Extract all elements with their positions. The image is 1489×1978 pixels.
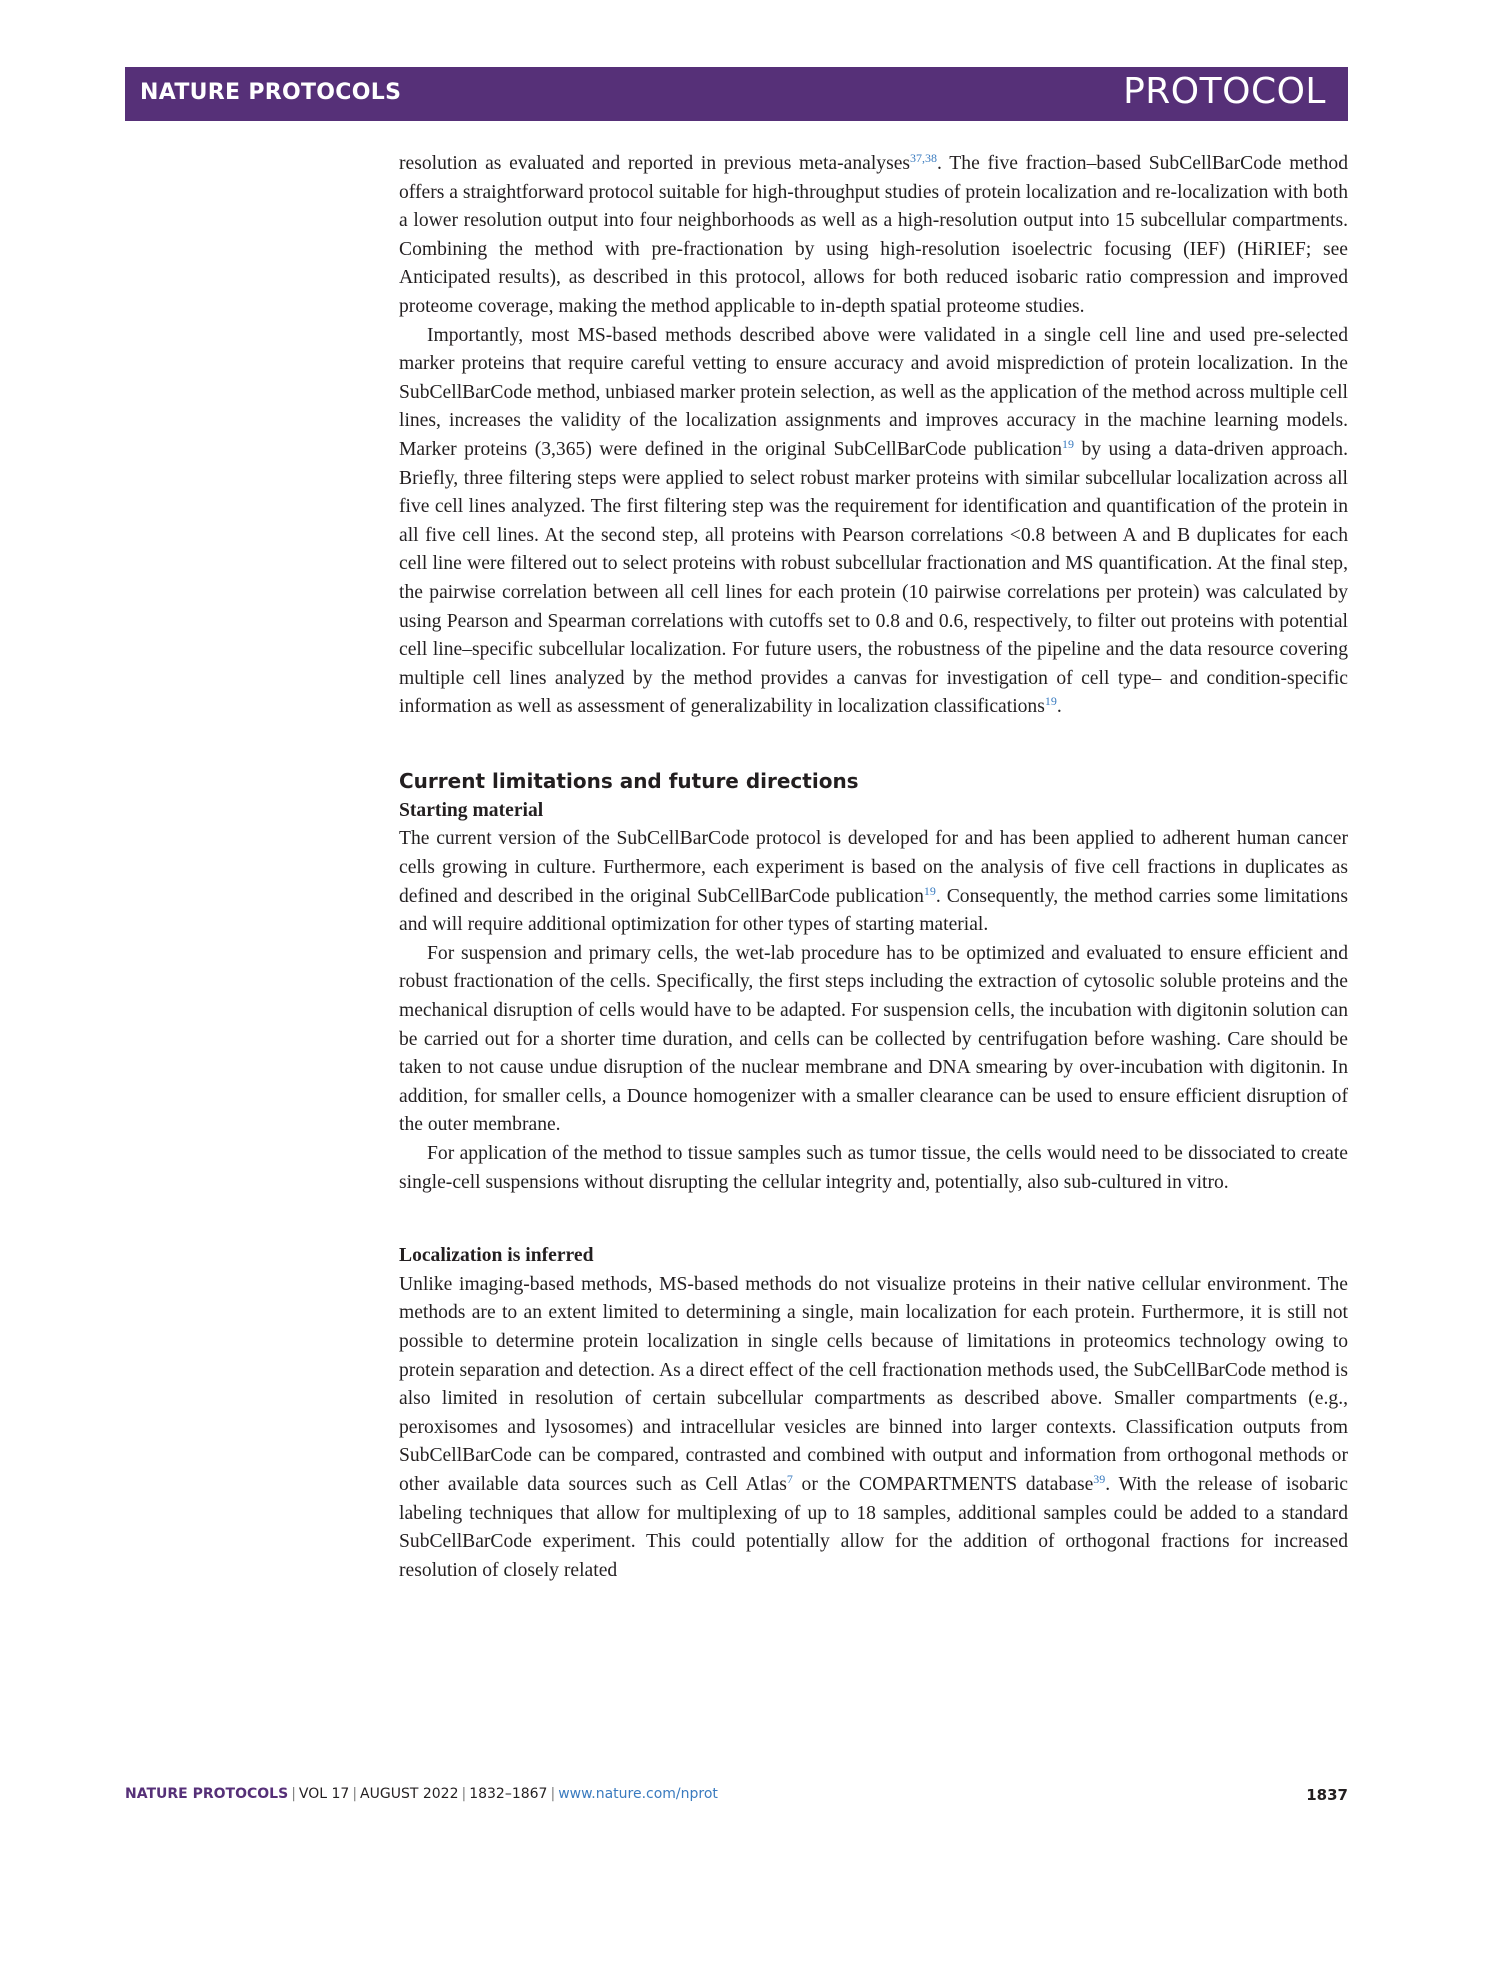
starting-material-paragraph-2: For suspension and primary cells, the wet-lab procedure has to be optimized and evaluated to ensure efficient and robust fractionation of the cells. Specifically, the first steps including the extraction of cytosolic soluble proteins and the mechanical disruption of cells would have to be adapted. For suspension cells, the incubation with digitonin solution can be carried out for a shorter time duration, and cells can be collected by centrifugation before washing. Care should be taken to not cause undue disruption of the nuclear membrane and DNA smearing by over-incubation with digitonin. In addition, for smaller cells, a Dounce homogenizer with a smaller clearance can be used to ensure efficient disruption of the outer membrane. xyxy=(399,942,1348,1136)
journal-name: NATURE PROTOCOLS xyxy=(140,80,402,105)
starting-material-paragraph-1: The current version of the SubCellBarCode protocol is developed for and has been applied to adherent human cancer cells growing in culture. Furthermore, each experiment is based on the analysis of five cell fractions in duplicates as defined and described in the original SubCellBarCode publication$^{19}$. Consequently, the method carries some limitations and will require additional optimization for other types of starting material. xyxy=(399,828,1348,936)
footer-journal: NATURE PROTOCOLS xyxy=(125,1786,289,1802)
citation-link[interactable]: 19 xyxy=(1062,436,1074,451)
footer-volume: VOL 17 xyxy=(298,1786,350,1802)
article-body xyxy=(399,150,1348,1585)
citation-link[interactable]: 19 xyxy=(923,883,936,898)
citation-link[interactable]: 19 xyxy=(1044,694,1057,709)
citation-link[interactable]: 39 xyxy=(1093,1471,1106,1486)
page-footer xyxy=(125,1786,1348,1810)
starting-material-paragraph-3: For application of the method to tissue samples such as tumor tissue, the cells would need to be dissociated to create single-cell suspensions without disrupting the cellular integrity and, potentially, also sub-cultured in vitro. xyxy=(399,1143,1348,1193)
article-type: PROTOCOL xyxy=(1123,71,1326,112)
footer-citation: NATURE PROTOCOLS | VOL 17 | AUGUST 2022 | 1832–1867 | www.nature.com/nprot xyxy=(125,1786,718,1802)
section-heading: Current limitations and future directions xyxy=(399,768,859,793)
citation-link[interactable]: 37,38 xyxy=(910,151,938,165)
intro-paragraph-2: Importantly, most MS-based methods described above were validated in a single cell line and used pre-selected marker proteins that require careful vetting to ensure accuracy and avoid misprediction of protein localization. In the SubCellBarCode method, unbiased marker protein selection, as well as the application of the method across multiple cell lines, increases the validity of the localization assignments and improves accuracy in the machine learning models. Marker proteins (3,365) were defined in the original SubCellBarCode publication$^{19}$ by using a data-driven approach. Briefly, three filtering steps were applied to select robust marker proteins with similar subcellular localization across all five cell lines analyzed. The first filtering step was the requirement for identification and quantification of the protein in all five cell lines. At the second step, all proteins with Pearson correlations <0.8 between A and B duplicates for each cell line were filtered out to select proteins with robust subcellular fractionation and MS quantification. At the final step, the pairwise correlation between all cell lines for each protein (10 pairwise correlations per protein) was calculated by using Pearson and Spearman correlations with cutoffs set to 0.8 and 0.6, respectively, to filter out proteins with potential cell line–specific subcellular localization. For future users, the robustness of the pipeline and the data resource covering multiple cell lines analyzed by the method provides a canvas for investigation of cell type– and condition-specific information as well as assessment of generalizability in localization classifications$^{19}$. xyxy=(399,324,1348,718)
footer-date: AUGUST 2022 xyxy=(360,1786,459,1802)
journal-header-bar xyxy=(125,67,1348,121)
page-number: 1837 xyxy=(1306,1786,1348,1804)
footer-url-link[interactable]: www.nature.com/nprot xyxy=(558,1786,718,1802)
subsection-heading-starting-material: Starting material xyxy=(399,799,544,821)
citation-link[interactable]: 7 xyxy=(786,1471,793,1486)
localization-paragraph: Unlike imaging-based methods, MS-based methods do not visualize proteins in their native cellular environment. The methods are to an extent limited to determining a single, main localization for each protein. Furthermore, it is still not possible to determine protein localization in single cells because of limitations in proteomics technology owing to protein separation and detection. As a direct effect of the cell fractionation methods used, the SubCellBarCode method is also limited in resolution of certain subcellular compartments as described above. Smaller compartments (e.g., peroxisomes and lysosomes) and intracellular vesicles are binned into larger contexts. Classification outputs from SubCellBarCode can be compared, contrasted and combined with output and information from orthogonal methods or other available data sources such as Cell Atlas$^7$ or the COMPARTMENTS database$^{39}$. With the release of isobaric labeling techniques that allow for multiplexing of up to 18 samples, additional samples could be added to a standard SubCellBarCode experiment. This could potentially allow for the addition of orthogonal fractions for increased resolution of closely related xyxy=(399,1273,1349,1581)
intro-paragraph-1: resolution as evaluated and reported in previous meta-analyses$^{37,38}$. The five fraction–based SubCellBarCode method offers a straightforward protocol suitable for high-throughput studies of protein localization and re-localization with both a lower resolution output into four neighborhoods as well as a high-resolution output into 15 subcellular compartments. Combining the method with pre-fractionation by using high-resolution isoelectric focusing (IEF) (HiRIEF; see Anticipated results), as described in this protocol, allows for both reduced isobaric ratio compression and improved proteome coverage, making the method applicable to in-depth spatial proteome studies. xyxy=(399,151,1348,317)
footer-pages: 1832–1867 xyxy=(469,1786,548,1802)
subsection-heading-localization: Localization is inferred xyxy=(399,1245,594,1267)
